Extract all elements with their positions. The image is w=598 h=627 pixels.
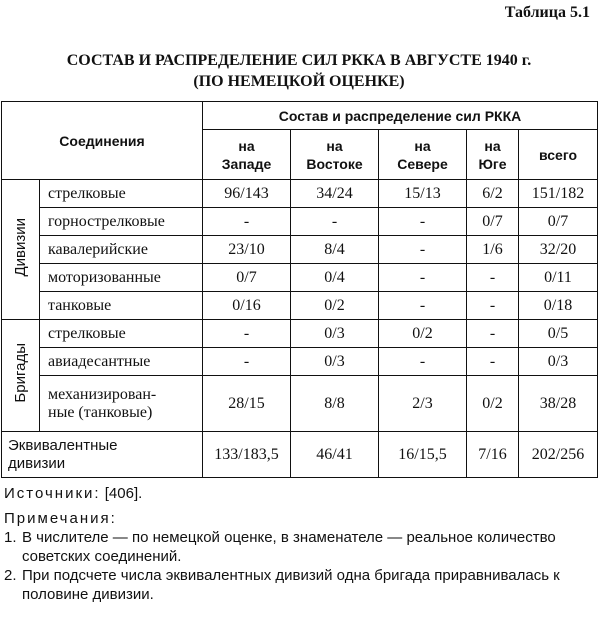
- cell: 28/15: [203, 376, 291, 432]
- table-title: [0, 50, 598, 92]
- header-group: Состав и распределение сил РККА: [203, 102, 598, 130]
- group-brigades: Бригады: [2, 320, 40, 432]
- row-label: стрелковые: [40, 180, 203, 208]
- cell: -: [467, 264, 519, 292]
- cell: 0/11: [519, 264, 598, 292]
- title-line-1: СОСТАВ И РАСПРЕДЕЛЕНИЕ СИЛ РККА В АВГУСТЕ 1940 г.: [66, 52, 532, 69]
- sources: Источники: [406].: [4, 485, 143, 502]
- cell: 0/2: [291, 292, 379, 320]
- cell: -: [467, 320, 519, 348]
- header-formations: Соединения: [2, 102, 203, 180]
- cell: 202/256: [519, 432, 598, 478]
- table-row: [2, 376, 598, 432]
- header-total: всего: [519, 130, 598, 180]
- header-north: на Севере: [379, 130, 467, 180]
- cell: 0/7: [203, 264, 291, 292]
- cell: -: [379, 292, 467, 320]
- table-number: Таблица 5.1: [504, 4, 590, 21]
- table-row: [2, 348, 598, 376]
- cell: 0/18: [519, 292, 598, 320]
- cell: 23/10: [203, 236, 291, 264]
- table-row: [2, 264, 598, 292]
- cell: 32/20: [519, 236, 598, 264]
- table-row: [2, 292, 598, 320]
- cell: 0/3: [291, 348, 379, 376]
- cell: 6/2: [467, 180, 519, 208]
- table-row: [2, 208, 598, 236]
- table-row: [2, 320, 598, 348]
- cell: 0/4: [291, 264, 379, 292]
- cell: 38/28: [519, 376, 598, 432]
- cell: 8/8: [291, 376, 379, 432]
- group-divisions: Дивизии: [2, 180, 40, 320]
- cell: 34/24: [291, 180, 379, 208]
- header-west: на Западе: [203, 130, 291, 180]
- cell: 7/16: [467, 432, 519, 478]
- cell: -: [379, 264, 467, 292]
- table-row: [2, 236, 598, 264]
- cell: 0/2: [379, 320, 467, 348]
- cell: -: [291, 208, 379, 236]
- cell: 16/15,5: [379, 432, 467, 478]
- cell: 1/6: [467, 236, 519, 264]
- cell: 8/4: [291, 236, 379, 264]
- header-east: на Востоке: [291, 130, 379, 180]
- cell: -: [379, 208, 467, 236]
- cell: -: [467, 348, 519, 376]
- cell: 0/2: [467, 376, 519, 432]
- cell: 2/3: [379, 376, 467, 432]
- cell: -: [379, 348, 467, 376]
- cell: 151/182: [519, 180, 598, 208]
- forces-table: [1, 101, 598, 478]
- cell: 133/183,5: [203, 432, 291, 478]
- row-label: горнострелковые: [40, 208, 203, 236]
- cell: -: [203, 348, 291, 376]
- cell: 0/3: [291, 320, 379, 348]
- row-label: танковые: [40, 292, 203, 320]
- row-label: авиадесантные: [40, 348, 203, 376]
- equivalent-label: Эквивалентные дивизии: [2, 432, 203, 478]
- cell: -: [203, 208, 291, 236]
- cell: 0/7: [519, 208, 598, 236]
- row-label: механизирован- ные (танковые): [40, 376, 203, 432]
- row-label: моторизованные: [40, 264, 203, 292]
- cell: -: [379, 236, 467, 264]
- title-line-2: (ПО НЕМЕЦКОЙ ОЦЕНКЕ): [193, 73, 405, 90]
- cell: 0/5: [519, 320, 598, 348]
- note-1: 1. В числителе — по немецкой оценке, в знаменателе — реальное количество советских соединений.: [4, 529, 556, 565]
- notes-section: [4, 484, 592, 604]
- cell: -: [467, 292, 519, 320]
- cell: 46/41: [291, 432, 379, 478]
- row-label: кавалерийские: [40, 236, 203, 264]
- table-row-equivalent: [2, 432, 598, 478]
- cell: 96/143: [203, 180, 291, 208]
- header-south: на Юге: [467, 130, 519, 180]
- cell: -: [203, 320, 291, 348]
- note-2: 2. При подсчете числа эквивалентных дивизий одна бригада приравнивалась к половине дивизии.: [4, 567, 560, 603]
- cell: 15/13: [379, 180, 467, 208]
- cell: 0/16: [203, 292, 291, 320]
- table-row: [2, 180, 598, 208]
- cell: 0/7: [467, 208, 519, 236]
- cell: 0/3: [519, 348, 598, 376]
- notes-label: Примечания:: [4, 510, 117, 527]
- row-label: стрелковые: [40, 320, 203, 348]
